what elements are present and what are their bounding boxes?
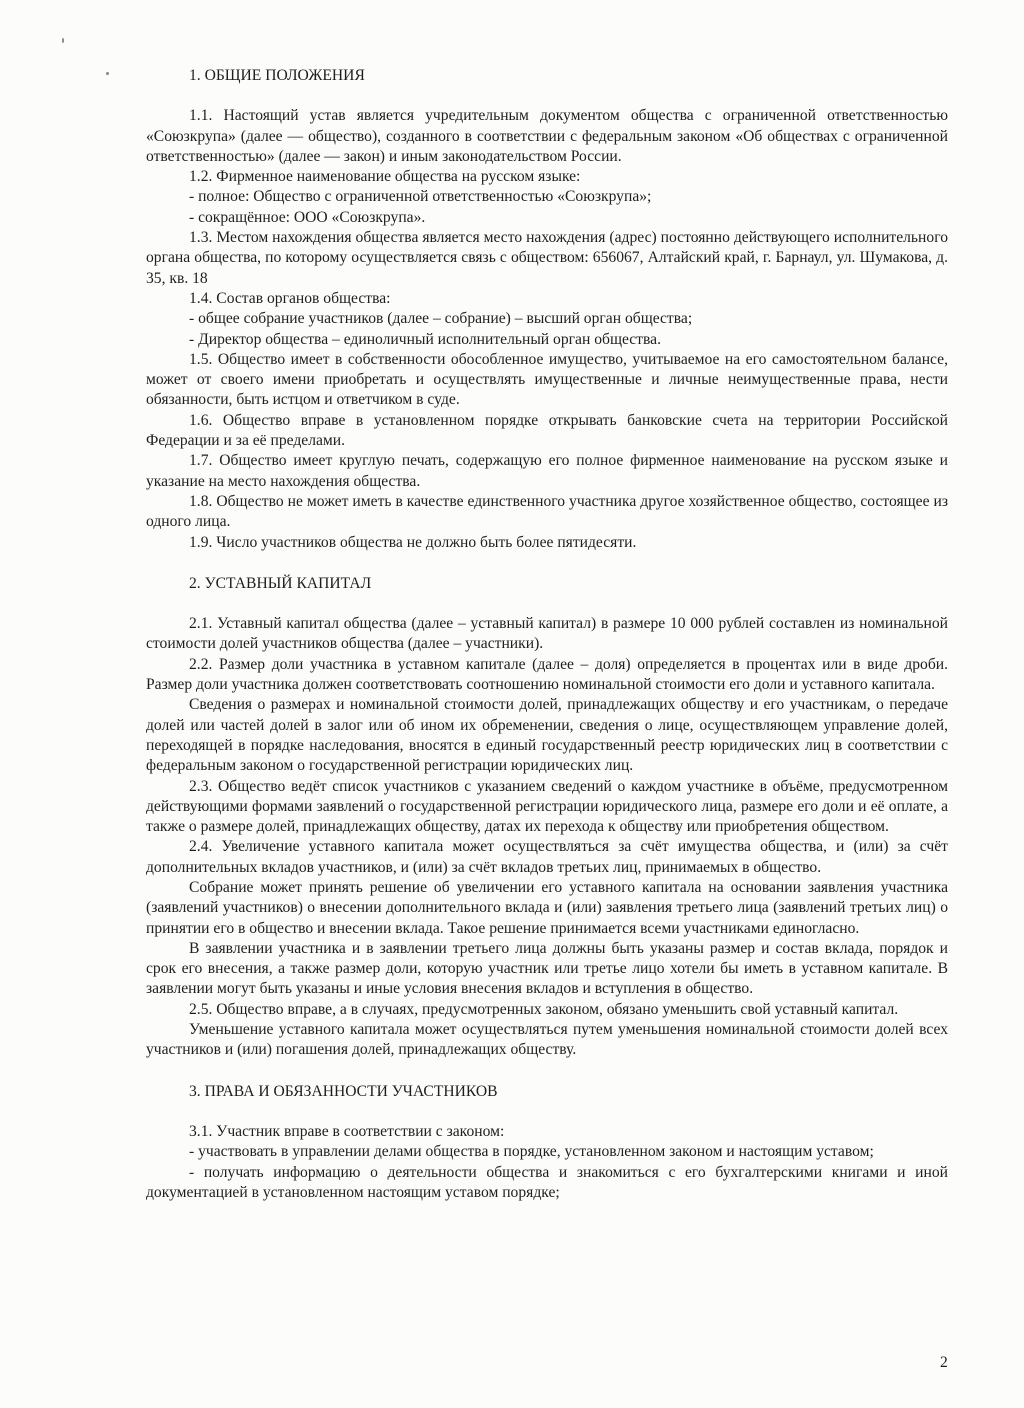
paragraph-1-2: 1.2. Фирменное наименование общества на русском языке: [189,168,581,186]
paragraph-2-2-register: Сведения о размерах и номинальной стоимости долей, принадлежащих обществу и его участникам, о передаче долей или частей долей в залог или об ином их обременении, сведения о лице, осуществляющем управление долей, переходящей в порядке наследования, вносятся в единый государственный реестр юридических лиц в соответствии с федеральным законом о государственной регистрации юридических лиц. [146,696,948,775]
paragraph-1-4-director: - Директор общества – единоличный исполнительный орган общества. [189,330,661,348]
paragraph-1-7: 1.7. Общество имеет круглую печать, содержащую его полное фирменное наименование на русском языке и указание на место нахождения общества. [146,452,948,490]
paragraph-1-3: 1.3. Местом нахождения общества является место нахождения (адрес) постоянно действующего исполнительного органа общества, по которому осуществляется связь с обществом: 656067, Алтайский край, г. Барнаул, ул. Шумакова, д. 35, кв. 18 [146,229,948,287]
paragraph-1-4-assembly: - общее собрание участников (далее – собрание) – высший орган общества; [189,310,693,328]
paragraph-1-2-short-name: - сокращённое: ООО «Союзкрупа». [189,208,426,226]
page-number: 2 [940,1354,948,1371]
paragraph-1-8: 1.8. Общество не может иметь в качестве единственного участника другое хозяйственное общество, состоящее из одного лица. [146,492,948,531]
paragraph-1-2-full-name: - полное: Общество с ограниченной ответственностью «Союзкрупа»; [189,188,652,206]
paragraph-2-5: 2.5. Общество вправе, а в случаях, предусмотренных законом, обязано уменьшить свой уставный капитал. [189,1000,899,1018]
paragraph-2-4-decision: Собрание может принять решение об увеличении его уставного капитала на основании заявления участника (заявлений участников) о внесении дополнительного вклада и (или) заявления третьего лица (заявлений третьих лиц) о принятии его в общество и внесении вклада. Такое решение принимается всеми участниками единогласно. [146,878,948,937]
paragraph-1-1: 1.1. Настоящий устав является учредительным документом общества с ограниченной ответственностью «Союзкрупа» (далее — общество), созданного в соответствии с федеральным законом «Об обществах с ограниченной ответственностью» (далее — закон) и иным законодательством России. [146,107,948,165]
scan-speck [62,38,64,43]
paragraph-1-4: 1.4. Состав органов общества: [189,289,391,307]
section-heading-1: 1. ОБЩИЕ ПОЛОЖЕНИЯ [189,67,365,84]
document-body [146,66,948,1203]
paragraph-1-6: 1.6. Общество вправе в установленном порядке открывать банковские счета на территории Российской Федерации и за её пределами. [146,411,948,450]
paragraph-2-1: 2.1. Уставный капитал общества (далее – уставный капитал) в размере 10 000 рублей составлен из номинальной стоимости долей участников общества (далее – участники). [146,615,948,653]
paragraph-2-4: 2.4. Увеличение уставного капитала может осуществляться за счёт имущества общества, и (или) за счёт дополнительных вкладов участников, и (или) за счёт вкладов третьих лиц, принимаемых в общество. [146,838,948,876]
paragraph-3-1: 3.1. Участник вправе в соответствии с законом: [189,1122,505,1140]
paragraph-3-1-information: - получать информацию о деятельности общества и знакомиться с его бухгалтерскими книгами и иной документацией в установленном настоящим уставом порядке; [146,1163,948,1201]
paragraph-1-5: 1.5. Общество имеет в собственности обособленное имущество, учитываемое на его самостоятельном балансе, может от своего имени приобретать и осуществлять имущественные и личные неимущественные права, нести обязанности, быть истцом и ответчиком в суде. [146,350,948,409]
section-heading-2: 2. УСТАВНЫЙ КАПИТАЛ [189,574,372,592]
paragraph-2-5-reduction: Уменьшение уставного капитала может осуществляться путем уменьшения номинальной стоимости долей всех участников и (или) погашения долей, принадлежащих обществу. [146,1021,948,1059]
paragraph-3-1-management: - участвовать в управлении делами общества в порядке, установленном законом и настоящим уставом; [189,1143,874,1161]
paragraph-1-9: 1.9. Число участников общества не должно быть более пятидесяти. [189,533,637,551]
scan-speck [106,72,109,75]
paragraph-2-2: 2.2. Размер доли участника в уставном капитале (далее – доля) определяется в процентах или в виде дроби. Размер доли участника должен соответствовать соотношению номинальной стоимости его доли и уставного капитала. [146,655,948,694]
paragraph-2-3: 2.3. Общество ведёт список участников с указанием сведений о каждом участнике в объёме, предусмотренном действующими формами заявлений о государственной регистрации юридического лица, размере его доли и её оплате, а также о размере долей, принадлежащих обществу, датах их перехода к обществу или приобретения обществом. [146,777,948,836]
paragraph-2-4-application: В заявлении участника и в заявлении третьего лица должны быть указаны размер и состав вклада, порядок и срок его внесения, а также размер доли, которую участник или третье лицо хотели бы иметь в уставном капитале. В заявлении могут быть указаны и иные условия внесения вкладов и вступления в общество. [146,939,948,998]
section-heading-3: 3. ПРАВА И ОБЯЗАННОСТИ УЧАСТНИКОВ [189,1082,498,1100]
